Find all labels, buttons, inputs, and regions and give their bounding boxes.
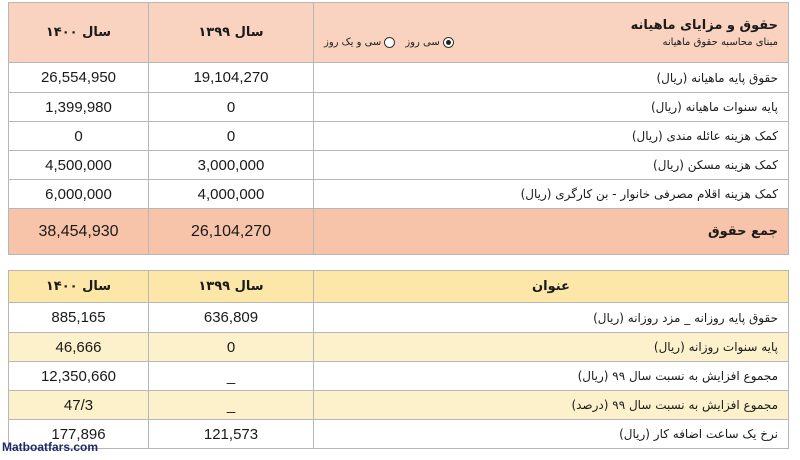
value-1400: 12,350,660 xyxy=(9,362,149,391)
value-1399: 3,000,000 xyxy=(149,151,314,180)
column-header-1399: سال ۱۳۹۹ xyxy=(149,3,314,63)
radio-unselected-icon[interactable] xyxy=(384,37,395,48)
value-1399: 0 xyxy=(149,333,314,362)
value-1399: 0 xyxy=(149,122,314,151)
title-cell xyxy=(314,3,789,63)
row-label: پایه سنوات ماهیانه (ریال) xyxy=(314,93,789,122)
value-1399: 0 xyxy=(149,93,314,122)
table-header-row xyxy=(9,3,789,63)
calculation-basis-label: مبنای محاسبه حقوق ماهیانه xyxy=(662,36,778,48)
column-header-1400: سال ۱۴۰۰ xyxy=(9,271,149,303)
radio-thirty-days-label: سی روز xyxy=(405,36,440,48)
calculation-basis-radio-group xyxy=(324,37,454,48)
value-1399: _ xyxy=(149,391,314,420)
column-header-title: عنوان xyxy=(314,271,789,303)
table-row xyxy=(9,63,789,93)
table-row xyxy=(9,93,789,122)
value-1399: 4,000,000 xyxy=(149,180,314,209)
row-label: کمک هزینه عائله مندی (ریال) xyxy=(314,122,789,151)
table-title: حقوق و مزایای ماهیانه xyxy=(630,17,778,33)
table-row xyxy=(9,420,789,449)
row-label: کمک هزینه اقلام مصرفی خانوار - بن کارگری (ریال) xyxy=(314,180,789,209)
watermark: Matboatfars.com xyxy=(2,440,99,454)
radio-thirty-days[interactable] xyxy=(405,37,453,48)
daily-wage-table xyxy=(8,270,789,449)
table-row xyxy=(9,391,789,420)
table-row xyxy=(9,362,789,391)
row-label: نرخ یک ساعت اضافه کار (ریال) xyxy=(314,420,789,449)
table-row xyxy=(9,122,789,151)
row-label: حقوق پایه روزانه _ مزد روزانه (ریال) xyxy=(314,303,789,333)
table-row xyxy=(9,180,789,209)
row-label: حقوق پایه ماهیانه (ریال) xyxy=(314,63,789,93)
value-1399: 636,809 xyxy=(149,303,314,333)
value-1400: 4,500,000 xyxy=(9,151,149,180)
value-1400: 0 xyxy=(9,122,149,151)
value-1400: 47/3 xyxy=(9,391,149,420)
row-label: مجموع افزایش به نسبت سال ۹۹ (ریال) xyxy=(314,362,789,391)
value-1399: _ xyxy=(149,362,314,391)
radio-selected-icon[interactable] xyxy=(443,37,454,48)
column-header-1399: سال ۱۳۹۹ xyxy=(149,271,314,303)
value-1400: 885,165 xyxy=(9,303,149,333)
column-header-1400: سال ۱۴۰۰ xyxy=(9,3,149,63)
table-row xyxy=(9,151,789,180)
table-header-row xyxy=(9,271,789,303)
table-row xyxy=(9,303,789,333)
radio-thirty-one-days-label: سی و یک روز xyxy=(324,36,382,48)
row-label: مجموع افزایش به نسبت سال ۹۹ (درصد) xyxy=(314,391,789,420)
calculation-basis xyxy=(324,37,778,48)
row-label: پایه سنوات روزانه (ریال) xyxy=(314,333,789,362)
total-row xyxy=(9,209,789,255)
value-1399: 19,104,270 xyxy=(149,63,314,93)
table-row xyxy=(9,333,789,362)
value-1400: 177,896 xyxy=(9,420,149,449)
total-1399: 26,104,270 xyxy=(149,209,314,255)
value-1400: 1,399,980 xyxy=(9,93,149,122)
value-1400: 6,000,000 xyxy=(9,180,149,209)
radio-thirty-one-days[interactable] xyxy=(324,37,395,48)
row-label: کمک هزینه مسکن (ریال) xyxy=(314,151,789,180)
monthly-salary-table xyxy=(8,2,789,255)
value-1400: 46,666 xyxy=(9,333,149,362)
value-1399: 121,573 xyxy=(149,420,314,449)
value-1400: 26,554,950 xyxy=(9,63,149,93)
total-label: جمع حقوق xyxy=(314,209,789,255)
total-1400: 38,454,930 xyxy=(9,209,149,255)
